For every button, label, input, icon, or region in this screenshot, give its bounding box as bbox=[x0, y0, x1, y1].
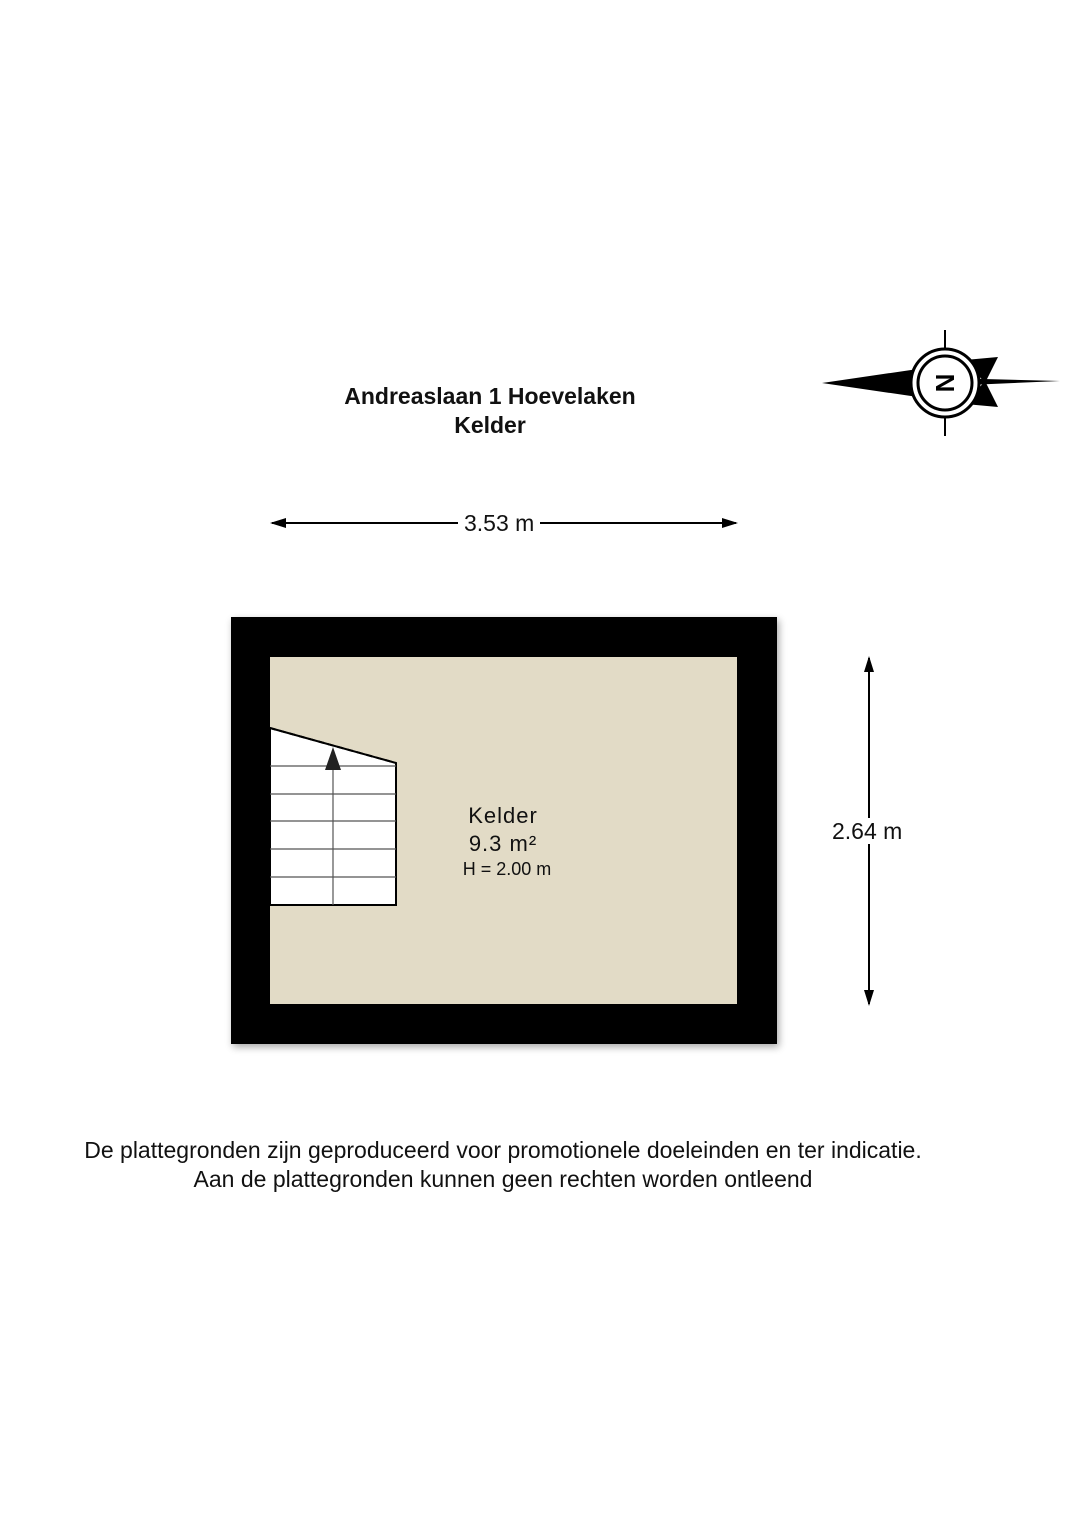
compass-north-label: N bbox=[930, 373, 960, 393]
room-ceiling-height: H = 2.00 m bbox=[462, 859, 552, 879]
width-dimension-label: 3.53 m bbox=[458, 510, 540, 536]
room-area: 9.3 m² bbox=[468, 831, 538, 856]
disclaimer-line-1: De plattegronden zijn geproduceerd voor promotionele doeleinden en ter indicatie. bbox=[84, 1137, 922, 1163]
address-title: Andreaslaan 1 Hoevelaken bbox=[344, 383, 636, 409]
floor-title: Kelder bbox=[454, 412, 526, 438]
disclaimer-line-2: Aan de plattegronden kunnen geen rechten worden ontleend bbox=[193, 1166, 813, 1192]
height-dimension-label: 2.64 m bbox=[826, 818, 908, 844]
room-name: Kelder bbox=[468, 803, 538, 828]
compass-icon bbox=[822, 330, 1060, 436]
